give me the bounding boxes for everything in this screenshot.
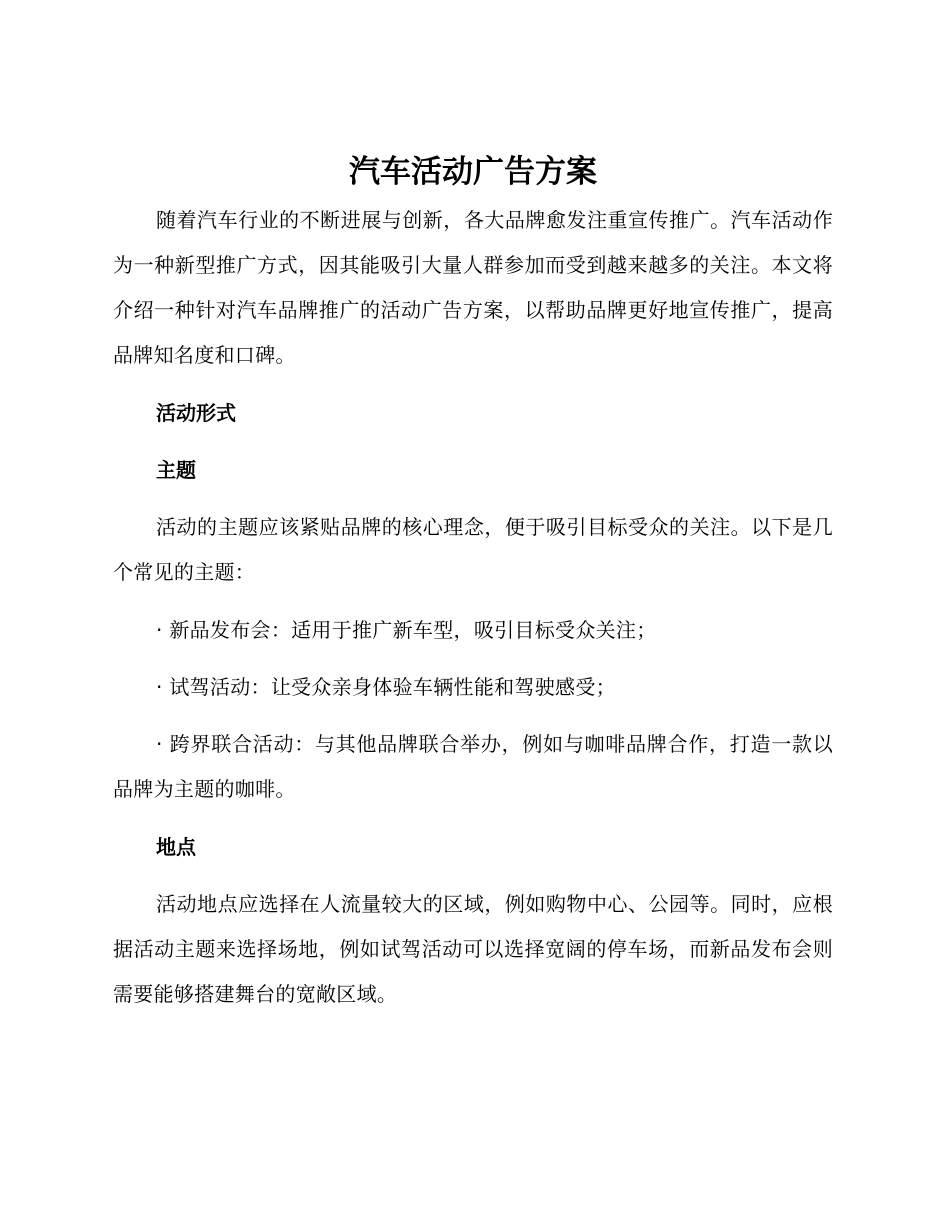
location-paragraph: 活动地点应选择在人流量较大的区域，例如购物中心、公园等。同时，应根据活动主题来选择场地，例如试驾活动可以选择宽阔的停车场，而新品发布会则需要能够搭建舞台的宽敞区域。 [113,892,833,1006]
section-heading-form: 活动形式 [156,401,236,425]
section-heading-location: 地点 [156,835,196,859]
document-title: 汽车活动广告方案 [349,154,597,190]
list-item: · 新品发布会：适用于推广新车型，吸引目标受众关注； [156,618,657,642]
intro-paragraph: 随着汽车行业的不断进展与创新，各大品牌愈发注重宣传推广。汽车活动作为一种新型推广方式，因其能吸引大量人群参加而受到越来越多的关注。本文将介绍一种针对汽车品牌推广的活动广告方案，以帮助品牌更好地宣传推广，提高品牌知名度和口碑。 [113,208,833,367]
section-heading-theme: 主题 [156,458,196,482]
list-item: · 试驾活动：让受众亲身体验车辆性能和驾驶感受； [156,675,616,699]
theme-paragraph: 活动的主题应该紧贴品牌的核心理念，便于吸引目标受众的关注。以下是几个常见的主题： [113,515,833,584]
list-item: · 跨界联合活动：与其他品牌联合举办，例如与咖啡品牌合作，打造一款以品牌为主题的咖啡。 [113,732,833,801]
